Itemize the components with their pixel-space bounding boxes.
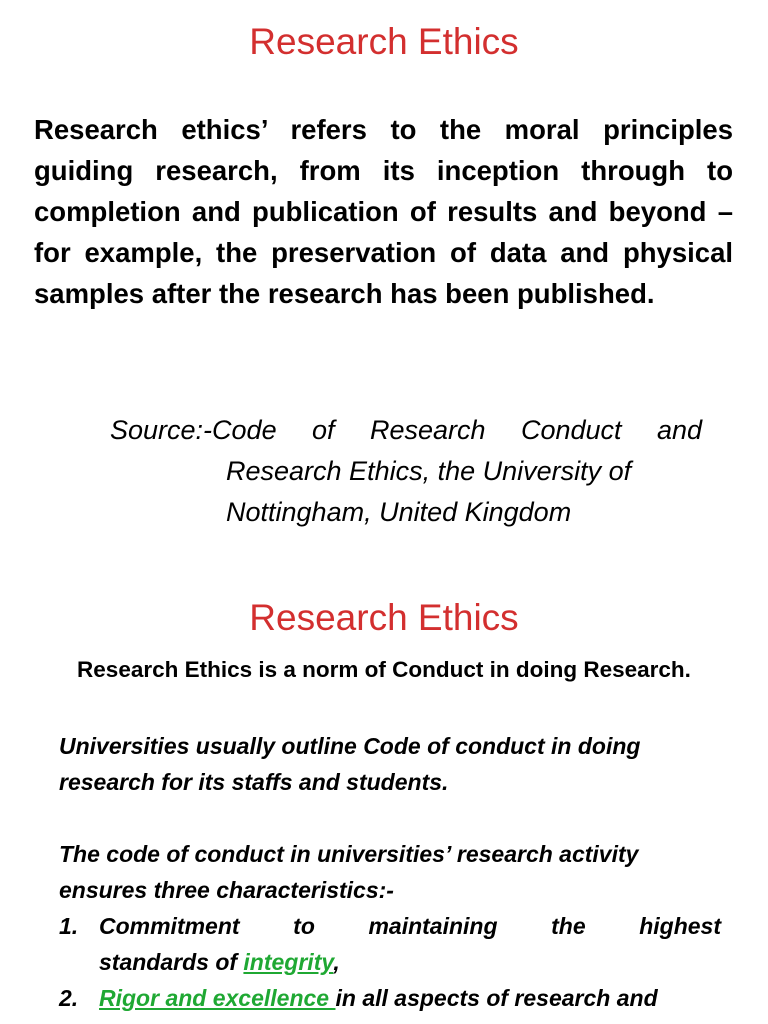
list-item-text: Commitment to maintaining the highest	[99, 913, 721, 939]
list-item	[59, 908, 721, 980]
integrity-link[interactable]: integrity	[243, 949, 334, 975]
section2-title: Research Ethics	[249, 597, 519, 638]
list-item-text: standards of	[99, 949, 244, 975]
list-item-text: in all aspects of research and	[335, 985, 658, 1011]
rigor-excellence-link[interactable]: Rigor and excellence	[99, 985, 336, 1011]
source-line-1: Source:-Code of Research Conduct and	[110, 415, 702, 445]
list-number: 1.	[59, 913, 79, 939]
list-item-text: ,	[333, 949, 340, 975]
norm-statement: Research Ethics is a norm of Conduct in doing Research.	[77, 657, 691, 682]
list-item	[59, 980, 721, 1016]
section1-title: Research Ethics	[249, 21, 519, 62]
source-line-2: Research Ethics, the University of	[226, 456, 632, 486]
source-citation	[110, 410, 702, 533]
universities-paragraph: Universities usually outline Code of conduct in doing research for its staffs and students.	[59, 733, 641, 795]
characteristics-list	[59, 908, 721, 1016]
characteristics-intro: The code of conduct in universities’ research activity ensures three characteristics:-	[59, 841, 639, 903]
definition-paragraph: Research ethics’ refers to the moral principles guiding research, from its inception through to completion and publication of results and beyond – for example, the preservation of data and physical samples after the research has been published.	[34, 114, 733, 309]
source-line-3: Nottingham, United Kingdom	[226, 497, 572, 527]
list-number: 2.	[59, 985, 79, 1011]
